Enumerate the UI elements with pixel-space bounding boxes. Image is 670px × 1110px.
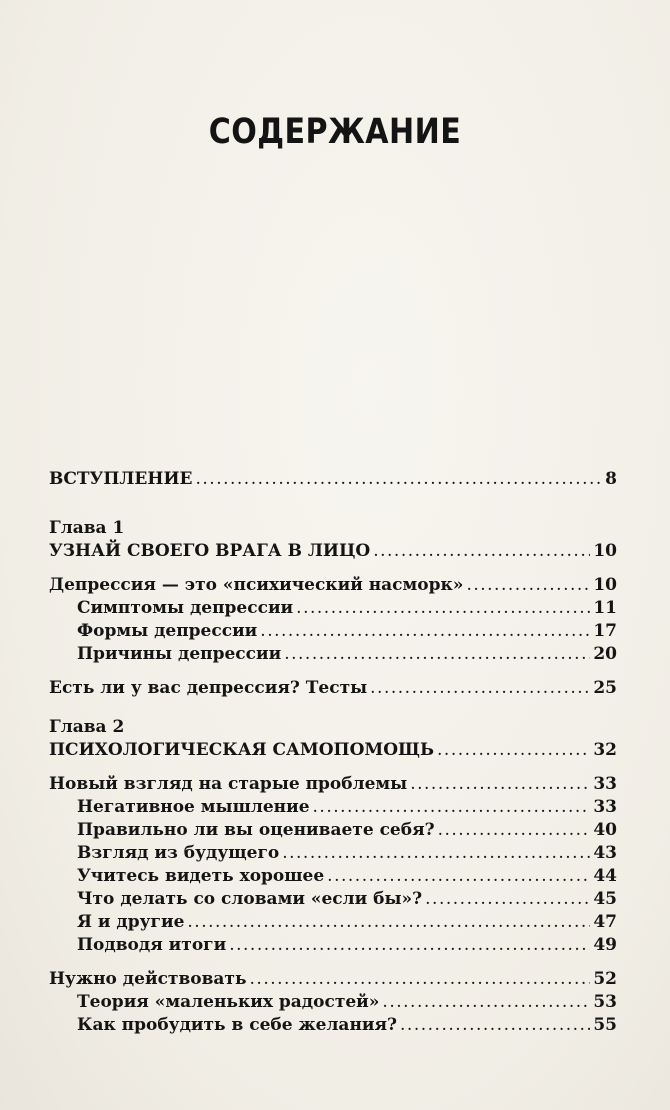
toc-entry-label: Учитесь видеть хорошее bbox=[77, 866, 325, 886]
toc-entry-label: Формы депрессии bbox=[77, 621, 258, 641]
page-title: СОДЕРЖАНИЕ bbox=[208, 112, 462, 152]
toc-entry-label: Негативное мышление bbox=[77, 797, 310, 817]
dot-leader bbox=[373, 538, 590, 564]
toc-entry-page: 43 bbox=[593, 843, 617, 863]
toc-entry-page: 55 bbox=[593, 1015, 617, 1035]
toc-entry-label: Я и другие bbox=[77, 912, 185, 932]
chapter-title: ПСИХОЛОГИЧЕСКАЯ САМОПОМОЩЬ bbox=[49, 740, 435, 760]
chapter-heading: Глава 1 bbox=[49, 518, 125, 538]
toc-subentry bbox=[77, 641, 617, 667]
toc-entry-label: Симптомы депрессии bbox=[77, 598, 294, 618]
toc-entry-page: 8 bbox=[605, 469, 617, 489]
toc-entry-page: 10 bbox=[593, 541, 617, 561]
toc-entry-label: Есть ли у вас депрессия? Тесты bbox=[49, 678, 368, 698]
toc-entry-page: 33 bbox=[593, 774, 617, 794]
toc-entry-label: Как пробудить в себе желания? bbox=[77, 1015, 398, 1035]
toc-entry-label: Подводя итоги bbox=[77, 935, 227, 955]
chapter-title: УЗНАЙ СВОЕГО ВРАГА В ЛИЦО bbox=[49, 541, 371, 561]
toc-entry-page: 47 bbox=[593, 912, 617, 932]
dot-leader bbox=[437, 737, 590, 763]
toc-entry-page: 10 bbox=[593, 575, 617, 595]
toc-entry-label: Депрессия — это «психический насморк» bbox=[49, 575, 464, 595]
toc-entry-page: 17 bbox=[593, 621, 617, 641]
toc-subentry bbox=[77, 932, 617, 958]
toc-entry-page: 44 bbox=[593, 866, 617, 886]
toc-entry-page: 45 bbox=[593, 889, 617, 909]
dot-leader bbox=[400, 1012, 590, 1038]
toc-entry-label: Нужно действовать bbox=[49, 969, 247, 989]
toc-entry-page: 49 bbox=[593, 935, 617, 955]
toc-entry-label: Взгляд из будущего bbox=[77, 843, 280, 863]
dot-leader bbox=[370, 675, 590, 701]
toc-entry bbox=[49, 675, 617, 701]
toc-entry-label: Правильно ли вы оцениваете себя? bbox=[77, 820, 435, 840]
dot-leader bbox=[195, 466, 602, 492]
toc-entry-label: Теория «маленьких радостей» bbox=[77, 992, 380, 1012]
chapter-heading: Глава 2 bbox=[49, 717, 125, 737]
chapter-title-row bbox=[49, 737, 617, 763]
dot-leader bbox=[284, 641, 590, 667]
chapter-title-row bbox=[49, 538, 617, 564]
toc-entry-label: Что делать со словами «если бы»? bbox=[77, 889, 423, 909]
toc-entry-page: 53 bbox=[593, 992, 617, 1012]
toc-entry-label: ВСТУПЛЕНИЕ bbox=[49, 469, 193, 489]
toc-subentry bbox=[77, 1012, 617, 1038]
toc-entry-page: 25 bbox=[593, 678, 617, 698]
toc-entry-page: 20 bbox=[593, 644, 617, 664]
toc-entry-label: Новый взгляд на старые проблемы bbox=[49, 774, 408, 794]
toc-entry-page: 52 bbox=[593, 969, 617, 989]
toc-entry-label: Причины депрессии bbox=[77, 644, 282, 664]
toc-entry-page: 33 bbox=[593, 797, 617, 817]
dot-leader bbox=[229, 932, 590, 958]
toc-entry-intro bbox=[49, 466, 617, 492]
toc-entry-page: 11 bbox=[593, 598, 617, 618]
toc-entry-page: 32 bbox=[593, 740, 617, 760]
toc-entry-page: 40 bbox=[593, 820, 617, 840]
